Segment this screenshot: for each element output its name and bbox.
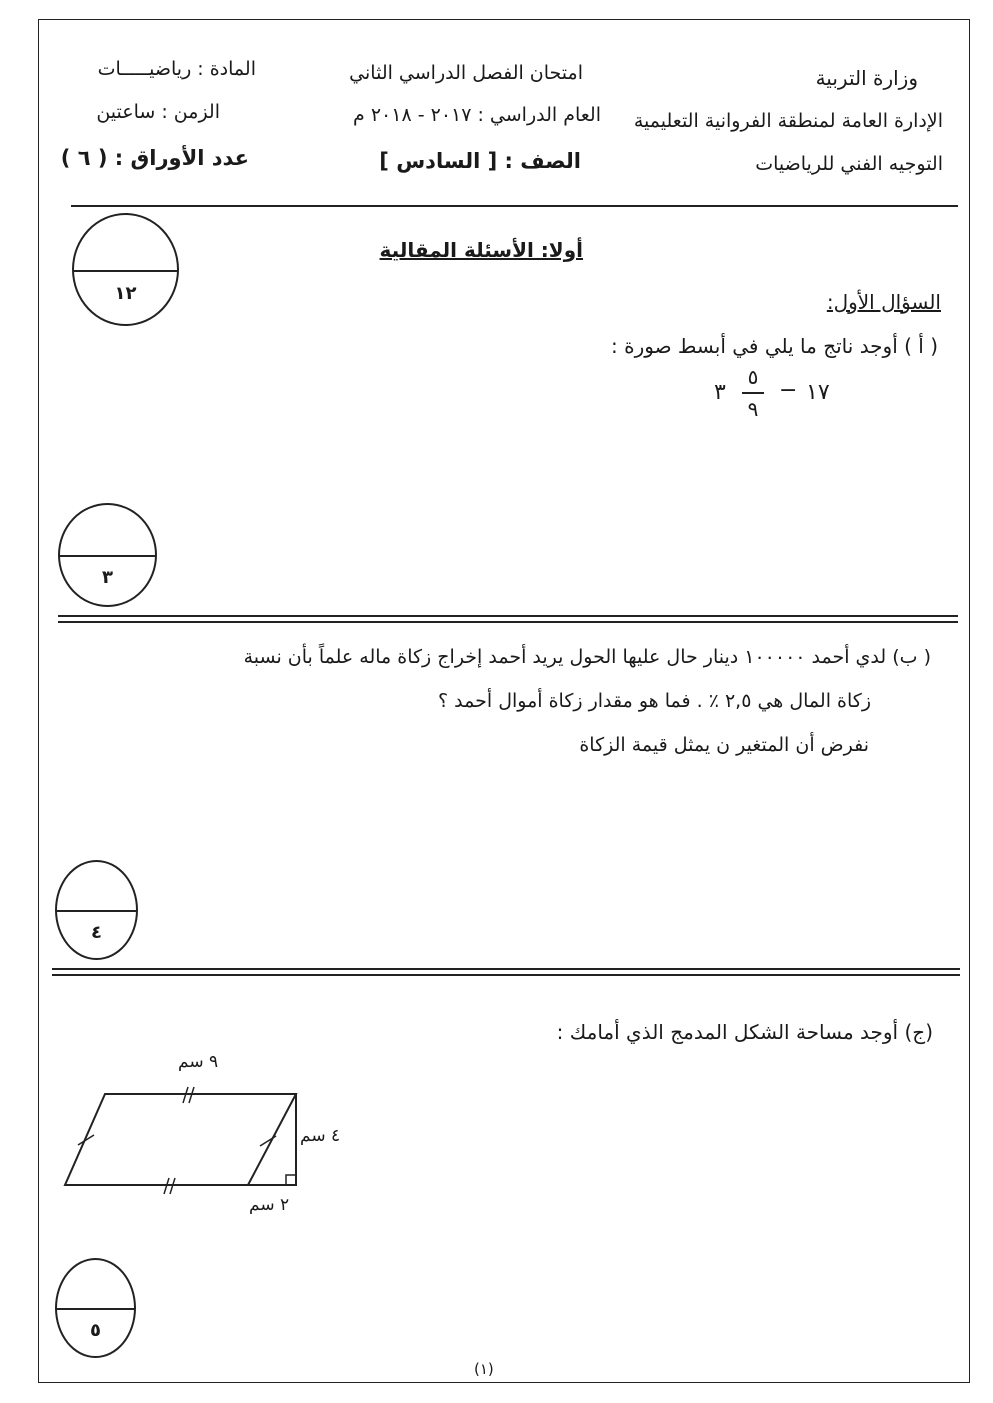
grade-label: الصف : [ السادس ]	[379, 149, 581, 173]
directorate-name: الإدارة العامة لمنطقة الفروانية التعليمية	[633, 110, 943, 132]
section-title: أولا: الأسئلة المقالية	[379, 238, 583, 262]
expr-denominator: ٩	[747, 397, 759, 421]
expr-mixed-whole: ٣	[714, 380, 726, 405]
label-top: ٩ سم	[178, 1052, 219, 1072]
academic-year: العام الدراسي : ٢٠١٧ - ٢٠١٨ م	[353, 104, 601, 126]
score-circle-c	[55, 1258, 136, 1358]
page-number: (١)	[474, 1360, 494, 1378]
part-b-line2: زكاة المال هي ٢,٥ ٪ . فما هو مقدار زكاة أموال أحمد ؟	[438, 690, 871, 712]
part-a-prompt: ( أ ) أوجد ناتج ما يلي في أبسط صورة :	[611, 334, 938, 358]
tick-right	[260, 1136, 276, 1146]
expr-whole: ١٧	[806, 380, 830, 405]
score-b: ٤	[91, 921, 102, 943]
score-a: ٣	[102, 567, 113, 588]
expr-numerator: ٥	[747, 365, 759, 389]
label-right: ٤ سم	[300, 1126, 341, 1146]
right-angle-marker	[286, 1175, 296, 1185]
pages-count: عدد الأوراق : ( ٦ )	[60, 146, 249, 170]
part-b-line1: ( ب) لدي أحمد ١٠٠٠٠٠ دينار حال عليها الحول يريد أحمد إخراج زكاة ماله علماً بأن نسبة	[243, 646, 931, 668]
part-b-line3: نفرض أن المتغير ن يمثل قيمة الزكاة	[579, 734, 869, 756]
part-c-prompt: (ج) أوجد مساحة الشكل المدمج الذي أمامك :	[556, 1020, 933, 1044]
expr-minus: −	[779, 378, 798, 403]
parallelogram-shape	[65, 1094, 296, 1185]
question-label: السؤال الأول:	[826, 290, 941, 314]
duration-label: الزمن : ساعتين	[96, 101, 220, 123]
supervision-name: التوجيه الفني للرياضيات	[755, 153, 943, 175]
subject-label: المادة : رياضيـــــات	[97, 58, 256, 80]
label-bottom: ٢ سم	[249, 1195, 290, 1215]
exam-title: امتحان الفصل الدراسي الثاني	[349, 62, 583, 84]
ministry-name: وزارة التربية	[815, 66, 918, 90]
score-c: ٥	[90, 1319, 101, 1341]
total-score: ١٢	[114, 282, 137, 304]
